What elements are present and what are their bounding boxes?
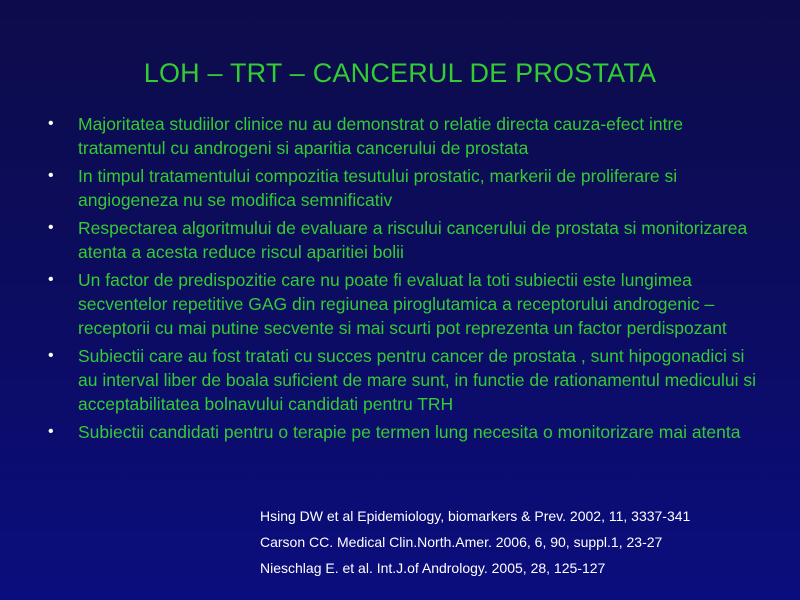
reference-line: Nieschlag E. et al. Int.J.of Andrology. 2005, 28, 125-127 (260, 560, 606, 576)
references (260, 503, 790, 581)
bullet-dot-icon: • (48, 115, 54, 132)
bullet-text: In timpul tratamentului compozitia tesutului prostatic, markerii de proliferare si angiogeneza nu se modifica semnificativ (78, 166, 678, 210)
bullet-dot-icon: • (48, 167, 54, 184)
bullet-text: Subiectii candidati pentru o terapie pe termen lung necesita o monitorizare mai atenta (78, 422, 741, 442)
bullet-item (48, 112, 768, 160)
bullet-text: Majoritatea studiilor clinice nu au demonstrat o relatie directa cauza-efect intre tratamentul cu androgeni si aparitia cancerului de prostata (78, 114, 684, 158)
reference-line: Carson CC. Medical Clin.North.Amer. 2006, 6, 90, suppl.1, 23-27 (260, 534, 663, 550)
bullet-list (48, 112, 768, 448)
bullet-item (48, 164, 768, 212)
bullet-dot-icon: • (48, 271, 54, 288)
bullet-dot-icon: • (48, 423, 54, 440)
reference-line: Hsing DW et al Epidemiology, biomarkers & Prev. 2002, 11, 3337-341 (260, 508, 691, 524)
bullet-dot-icon: • (48, 347, 54, 364)
bullet-text: Subiectii care au fost tratati cu succes pentru cancer de prostata , sunt hipogonadici si au interval liber de boala suficient de mare sunt, in functie de rationamentul medicului si acceptabilitatea bolnavului candidati pentru TRH (78, 346, 757, 414)
bullet-item (48, 216, 768, 264)
bullet-item (48, 344, 768, 416)
slide-title: LOH – TRT – CANCERUL DE PROSTATA (143, 58, 657, 88)
bullet-text: Respectarea algoritmului de evaluare a riscului cancerului de prostata si monitorizarea atenta a acesta reduce riscul aparitiei bolii (78, 218, 748, 262)
bullet-text: Un factor de predispozitie care nu poate fi evaluat la toti subiectii este lungimea secventelor repetitive GAG din regiunea piroglutamica a receptorului androgenic – receptorii cu mai putine secvente si mai scurti pot reprezenta un factor perdispozant (78, 270, 727, 338)
bullet-item (48, 268, 768, 340)
bullet-dot-icon: • (48, 219, 54, 236)
bullet-item (48, 420, 768, 444)
